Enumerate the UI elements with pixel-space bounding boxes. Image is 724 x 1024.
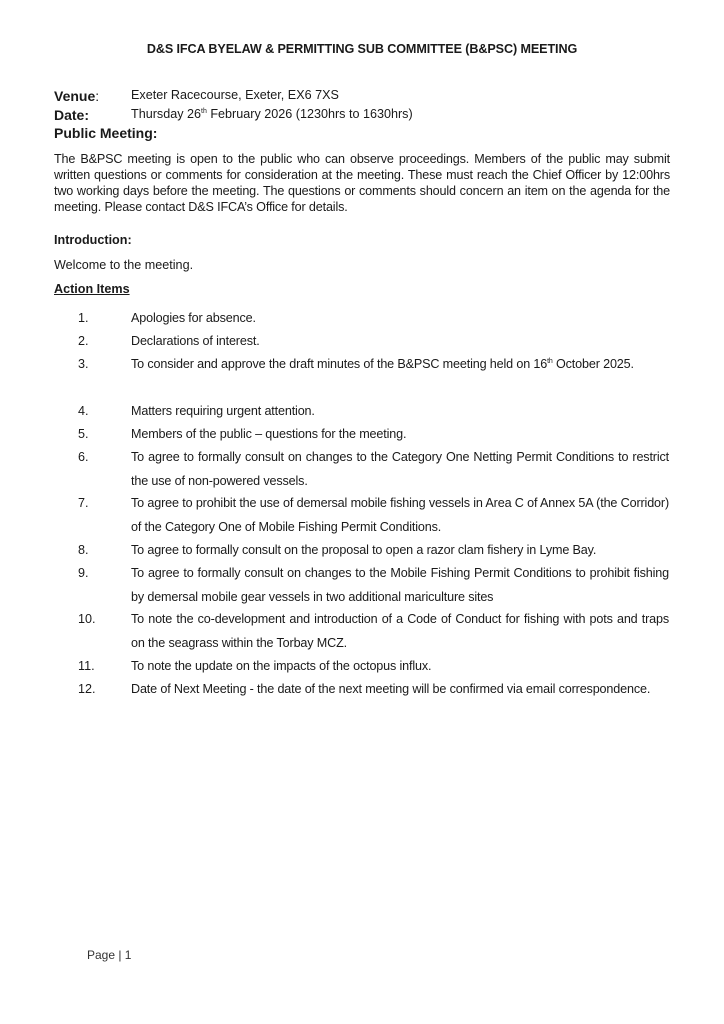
venue-value: Exeter Racecourse, Exeter, EX6 7XS [131, 88, 339, 102]
action-item-number: 1. [78, 311, 89, 325]
action-item-text: To agree to formally consult on the proposal to open a razor clam fishery in Lyme Bay. [131, 543, 597, 557]
action-item-number: 12. [78, 682, 96, 696]
venue-label [54, 88, 99, 104]
action-item-text: Date of Next Meeting - the date of the next meeting will be confirmed via email correspondence. [131, 682, 651, 696]
date-label: Date: [54, 107, 90, 123]
action-item-number: 8. [78, 543, 89, 557]
action-item-number: 2. [78, 334, 89, 348]
action-item-text-part: October 2025. [552, 357, 634, 371]
action-item-number: 7. [78, 496, 89, 510]
date-value-ordinal: th [201, 107, 207, 115]
venue-label-text: Venue [54, 88, 96, 104]
action-item-number: 3. [78, 357, 89, 371]
action-item-number: 9. [78, 566, 89, 580]
page-number-footer: Page | 1 [87, 948, 132, 962]
date-value-day: Thursday 26 [131, 107, 202, 121]
action-item-number: 4. [78, 404, 89, 418]
action-item-number: 11. [78, 659, 95, 673]
action-item-ordinal: th [547, 357, 553, 365]
action-item-text: Apologies for absence. [131, 311, 256, 325]
action-item-text: To agree to prohibit the use of demersal mobile fishing vessels in Area C of Annex 5A (the Corridor) of the Category One of Mobile Fishing Permit Conditions. [131, 496, 669, 534]
action-items-heading: Action Items [54, 282, 130, 296]
action-item-text: Members of the public – questions for the meeting. [131, 427, 407, 441]
date-value-rest: February 2026 (1230hrs to 1630hrs) [206, 107, 413, 121]
action-item-number: 10. [78, 612, 96, 626]
document-title: D&S IFCA BYELAW & PERMITTING SUB COMMITTEE (B&PSC) MEETING [146, 42, 578, 56]
public-meeting-paragraph: The B&PSC meeting is open to the public who can observe proceedings. Members of the public may submit written questions or comments for consideration at the meeting. These must reach the Chief Officer by 12:00hrs two working days before the meeting. The questions or comments should concern an item on the agenda for the meeting. Please contact D&S IFCA’s Office for details. [54, 152, 670, 214]
public-meeting-heading: Public Meeting: [54, 125, 158, 141]
action-item-number: 6. [78, 450, 89, 464]
action-item-text [131, 353, 669, 377]
introduction-text: Welcome to the meeting. [54, 258, 194, 272]
action-item-text: To agree to formally consult on changes to the Mobile Fishing Permit Conditions to prohibit fishing by demersal mobile gear vessels in two additional mariculture sites [131, 566, 669, 604]
action-item-number: 5. [78, 427, 89, 441]
action-item-text: Matters requiring urgent attention. [131, 404, 315, 418]
introduction-heading: Introduction: [54, 233, 132, 247]
action-item-text: To note the co-development and introduction of a Code of Conduct for fishing with pots and traps on the seagrass within the Torbay MCZ. [131, 612, 669, 650]
date-value [131, 107, 413, 121]
venue-label-colon: : [95, 88, 100, 104]
action-item-text: To note the update on the impacts of the octopus influx. [131, 659, 432, 673]
action-item-text: To agree to formally consult on changes to the Category One Netting Permit Conditions to restrict the use of non-powered vessels. [131, 450, 669, 488]
action-item-text: Declarations of interest. [131, 334, 260, 348]
action-item-text-part: To consider and approve the draft minutes of the B&PSC meeting held on 16 [131, 357, 548, 371]
